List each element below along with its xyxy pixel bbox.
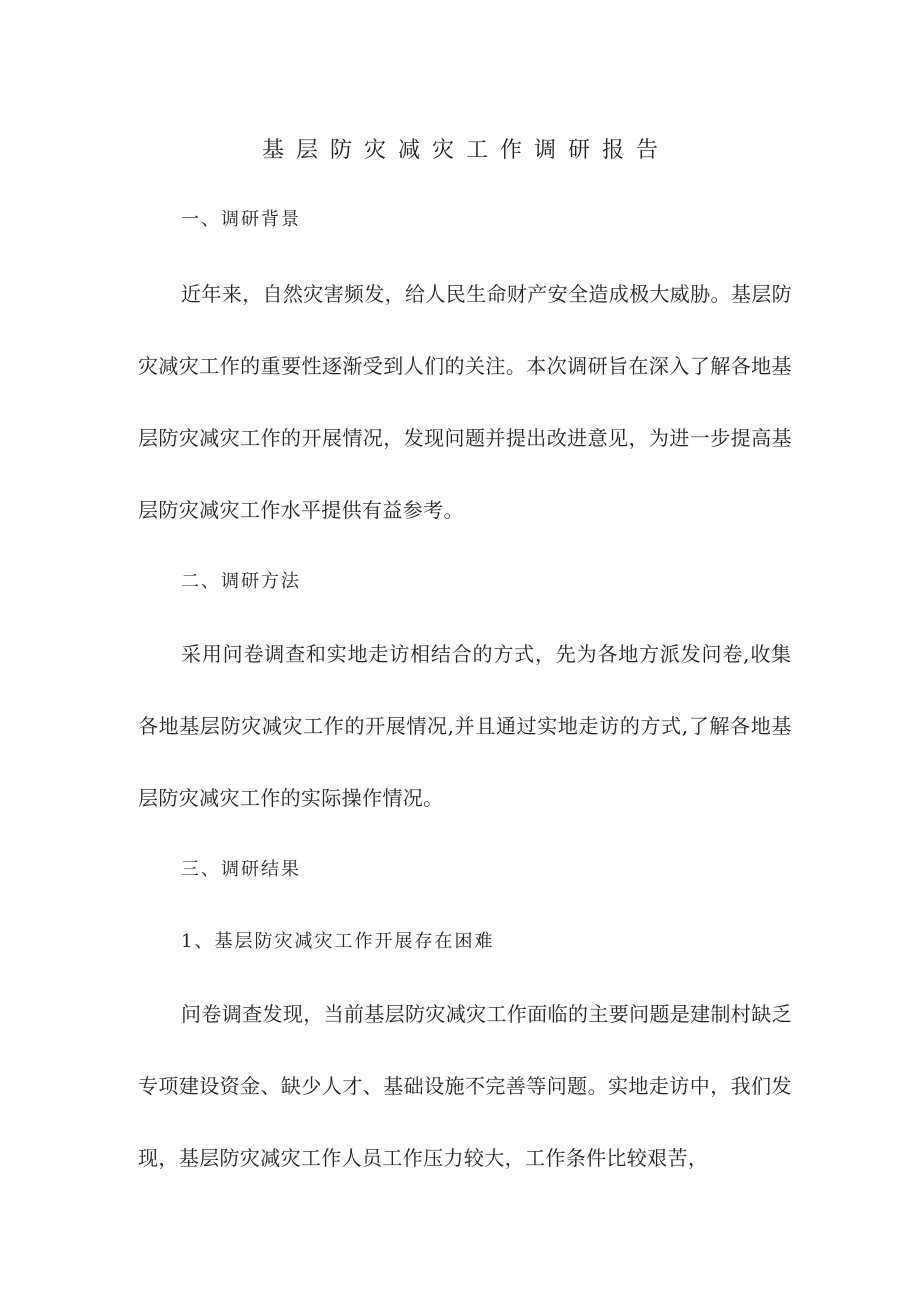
paragraph-line-text: 层防灾减灾工作水平提供有益参考。 <box>138 498 464 522</box>
paragraph-line <box>138 354 792 378</box>
paragraph-line-text: 专项建设资金、缺少人才、基础设施不完善等问题。实地走访中，我们发 <box>138 1074 792 1098</box>
section-heading-results: 三、调研结果 <box>181 859 301 880</box>
paragraph-line-text: 问卷调查发现，当前基层防灾减灾工作面临的主要问题是建制村缺乏 <box>181 1002 792 1026</box>
paragraph-line-text: 采用问卷调查和实地走访相结合的方式，先为各地方派发问卷,收集 <box>181 642 792 666</box>
paragraph-line <box>181 282 792 306</box>
paragraph-line <box>138 786 792 810</box>
document-title: 基层防灾减灾工作调研报告 <box>261 138 670 163</box>
paragraph-line-text: 灾减灾工作的重要性逐渐受到人们的关注。本次调研旨在深入了解各地基 <box>138 354 792 378</box>
subsection-heading: 1、基层防灾减灾工作开展存在困难 <box>181 931 495 952</box>
paragraph-line-text: 各地基层防灾减灾工作的开展情况,并且通过实地走访的方式,了解各地基 <box>138 714 792 738</box>
paragraph-line-text: 层防灾减灾工作的实际操作情况。 <box>138 786 444 810</box>
paragraph-line-text: 现，基层防灾减灾工作人员工作压力较大，工作条件比较艰苦， <box>138 1146 709 1170</box>
paragraph-line <box>138 714 792 738</box>
paragraph-line <box>138 426 792 450</box>
section-heading-method: 二、调研方法 <box>181 571 301 592</box>
section-heading-background: 一、调研背景 <box>181 209 301 230</box>
paragraph-line <box>181 1002 792 1026</box>
paragraph-line <box>138 498 792 522</box>
paragraph-line-text: 近年来，自然灾害频发，给人民生命财产安全造成极大威胁。基层防 <box>181 282 792 306</box>
paragraph-line-text: 层防灾减灾工作的开展情况，发现问题并提出改进意见，为进一步提高基 <box>138 426 792 450</box>
paragraph-line <box>138 1074 792 1098</box>
paragraph-line <box>181 642 792 666</box>
paragraph-line <box>138 1146 792 1170</box>
